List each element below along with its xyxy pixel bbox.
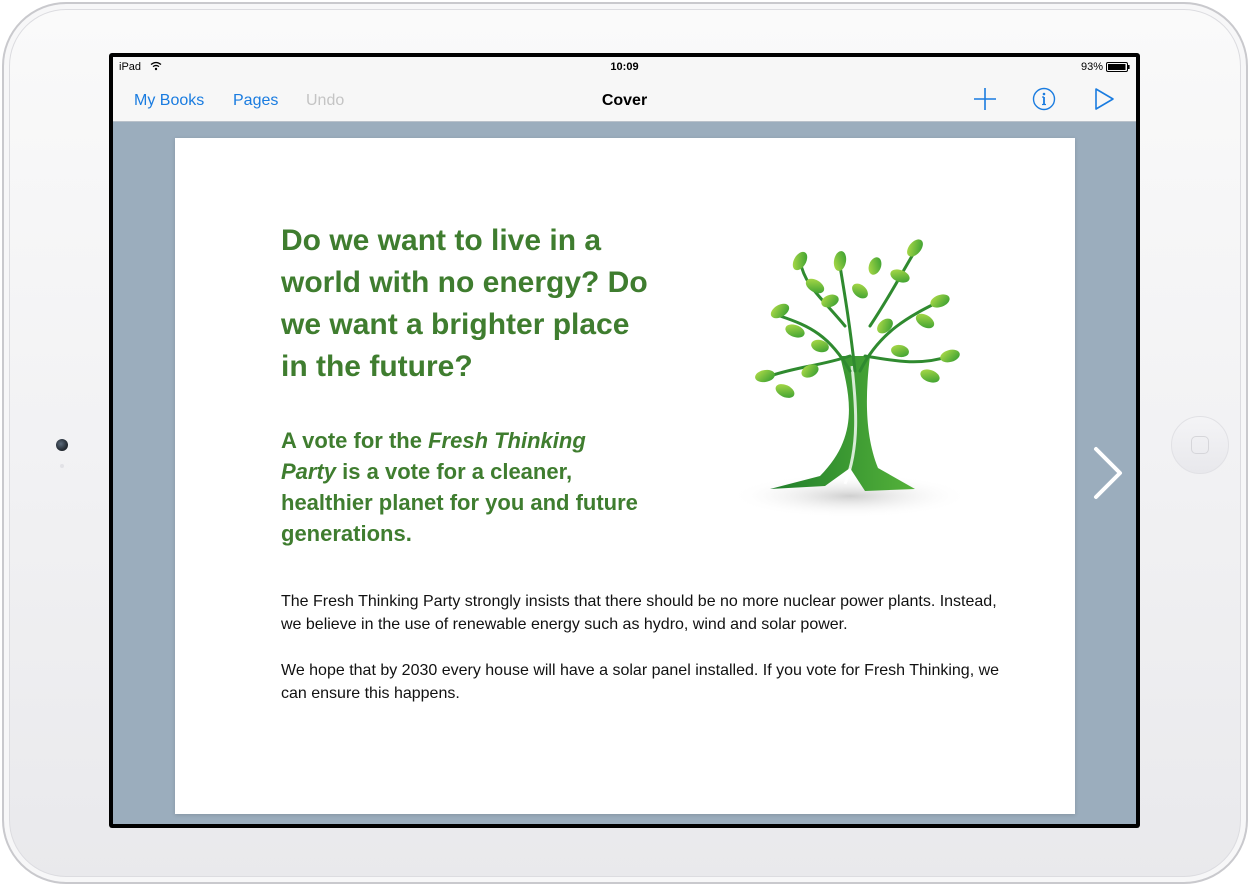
display [113,57,1136,824]
info-icon[interactable] [1031,86,1057,112]
home-square-icon [1191,436,1209,454]
tree-illustration[interactable] [700,206,1000,536]
page-body [281,590,1001,728]
my-books-button[interactable]: My Books [134,92,205,109]
add-icon[interactable] [972,86,998,112]
subhead-suffix: is a vote for a cleaner, healthier planet for you and future generations. [281,459,638,546]
light-sensor [60,464,64,468]
subhead-prefix: A vote for the [281,428,429,453]
status-time: 10:09 [610,61,639,73]
next-page-chevron-icon[interactable] [1088,443,1128,503]
camera-icon [56,439,68,451]
page-title: Cover [601,92,648,109]
status-carrier: iPad [119,61,142,73]
book-page-cover[interactable] [175,138,1075,814]
body-paragraph-2: We hope that by 2030 every house will have a solar panel installed. If you vote for Fresh Thinking, we can ensure this happens. [281,662,1000,702]
pages-button[interactable]: Pages [233,92,279,109]
status-bar [113,57,1136,77]
status-battery-level: 93% [1080,61,1103,73]
subhead-party-name: Fresh Thinking Party [281,428,586,484]
screen [109,53,1140,828]
page-subhead [281,425,641,549]
play-icon[interactable] [1091,86,1117,112]
navigation-bar [113,77,1136,122]
body-paragraph-1: The Fresh Thinking Party strongly insists that there should be no more nuclear power plants. Instead, we believe in the use of renewable energy such as hydro, wind and solar power. [281,593,997,633]
battery-icon [1106,62,1130,72]
home-button[interactable] [1171,416,1229,474]
undo-button[interactable]: Undo [306,92,345,109]
page-headline: Do we want to live in a world with no energy? Do we want a brighter place in the future? [281,224,648,383]
